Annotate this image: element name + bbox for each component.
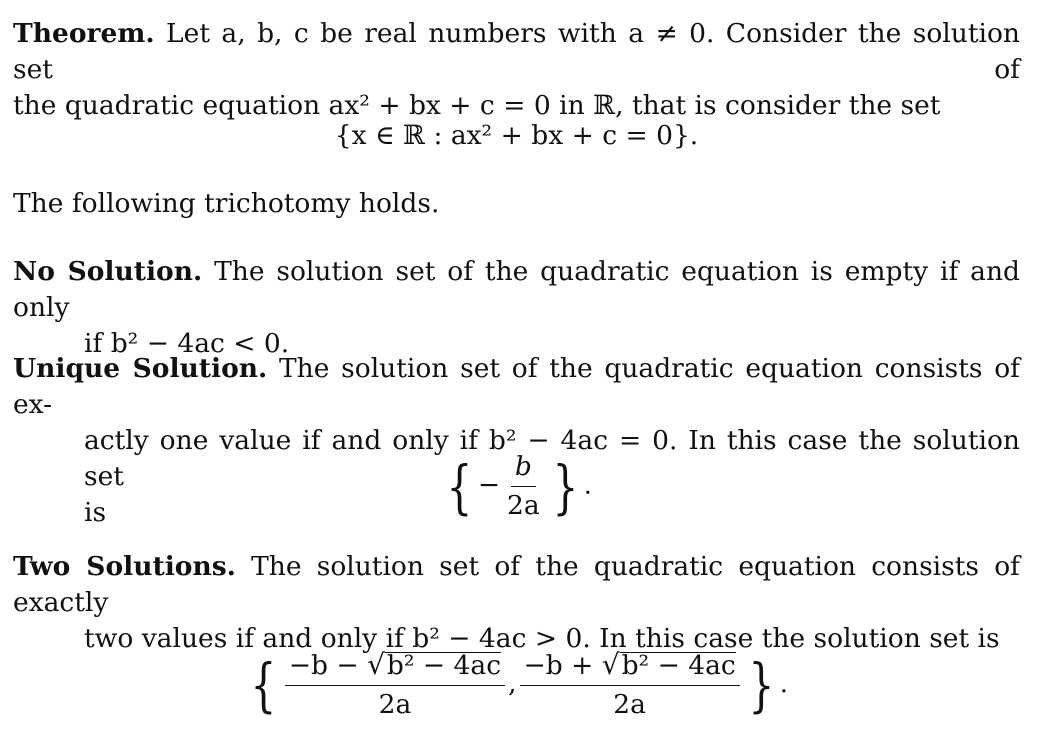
theorem-line-1 bbox=[13, 16, 1020, 88]
case-no-solution-line-2: if b² − 4ac < 0. bbox=[84, 328, 290, 359]
trichotomy-sentence: The following trichotomy holds. bbox=[13, 188, 440, 219]
display-period: . bbox=[583, 469, 593, 501]
numerator-plus-root bbox=[520, 648, 740, 686]
unique-solution-display bbox=[13, 450, 1020, 523]
theorem-paragraph bbox=[13, 16, 1020, 124]
case-unique-solution-line-3: is bbox=[84, 497, 107, 528]
case-no-solution bbox=[13, 254, 1020, 362]
case-unique-solution-label: Unique Solution. bbox=[13, 353, 268, 384]
case-no-solution-label: No Solution. bbox=[13, 256, 203, 287]
numerator-prefix: −b + bbox=[523, 650, 594, 681]
fraction bbox=[503, 450, 544, 523]
case-two-solutions-line-1-text: The solution set of the quadratic equation consists of exactly bbox=[13, 551, 1020, 618]
radicand: b² − 4ac bbox=[386, 650, 502, 681]
left-brace: { bbox=[250, 651, 277, 719]
fraction-plus-root bbox=[520, 648, 740, 722]
sqrt-icon: √ bbox=[367, 648, 385, 681]
numerator-prefix: −b − bbox=[288, 650, 359, 681]
denominator: 2a bbox=[378, 689, 412, 720]
theorem-label: Theorem. bbox=[13, 18, 155, 49]
case-no-solution-line-1 bbox=[13, 254, 1020, 326]
right-brace: } bbox=[748, 651, 775, 719]
set-display: {x ∈ ℝ : ax² + bx + c = 0}. bbox=[334, 120, 699, 151]
sqrt-icon: √ bbox=[601, 648, 620, 681]
fraction-denominator: 2a bbox=[507, 490, 540, 521]
left-brace: { bbox=[446, 452, 473, 521]
denominator: 2a bbox=[613, 689, 646, 720]
radicand: b² − 4ac bbox=[621, 650, 736, 681]
theorem-line-2: the quadratic equation ax² + bx + c = 0 in ℝ, that is consider the set bbox=[13, 90, 941, 121]
case-no-solution-line-1-text: The solution set of the quadratic equation is empty if and only bbox=[13, 256, 1020, 323]
case-two-solutions bbox=[13, 549, 1020, 657]
display-period: . bbox=[779, 668, 789, 699]
right-brace: } bbox=[552, 452, 579, 521]
theorem-line-1-text: Let a, b, c be real numbers with a ≠ 0. Consider the solution set of bbox=[13, 18, 1020, 85]
minus-sign: − bbox=[477, 469, 501, 501]
fraction-minus-root bbox=[285, 648, 505, 722]
two-solutions-display bbox=[13, 648, 1020, 722]
case-two-solutions-label: Two Solutions. bbox=[13, 551, 236, 582]
numerator-minus-root bbox=[285, 648, 505, 686]
case-unique-solution-line-1 bbox=[13, 351, 1020, 423]
case-two-solutions-line-2: two values if and only if b² − 4ac > 0. In this case the solution set is bbox=[84, 623, 1000, 654]
separator-comma: , bbox=[508, 668, 517, 699]
fraction-numerator: b bbox=[511, 450, 536, 487]
case-unique-solution-line-1-text: The solution set of the quadratic equation consists of ex- bbox=[13, 353, 1020, 420]
case-unique-solution-line-2: actly one value if and only if b² − 4ac = 0. In this case the solution set bbox=[84, 425, 1020, 492]
case-two-solutions-line-1 bbox=[13, 549, 1020, 621]
